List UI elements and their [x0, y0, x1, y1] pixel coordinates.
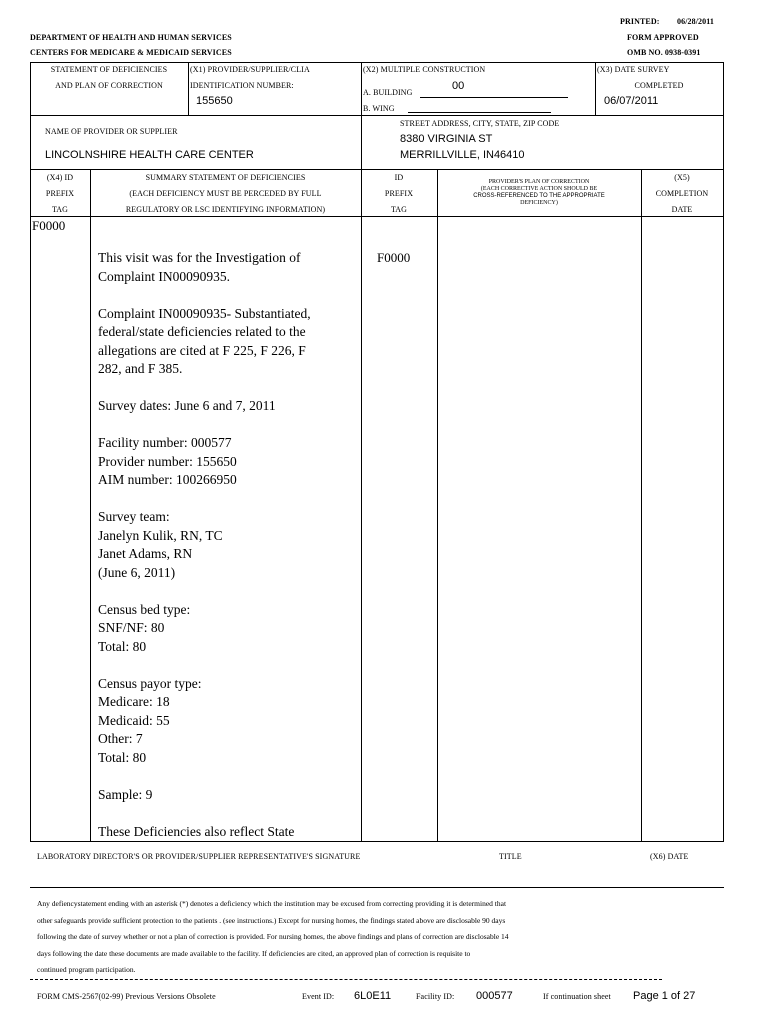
plan-header-2: (EACH CORRECTIVE ACTION SHOULD BE [480, 186, 598, 192]
divider-x2 [361, 62, 362, 169]
divider-col-id [437, 169, 438, 841]
signature-bottom-border [30, 887, 724, 888]
department-name: DEPARTMENT OF HEALTH AND HUMAN SERVICES [30, 33, 232, 42]
deficiency-line: Complaint IN00090935- Substantiated, [98, 305, 311, 321]
x6-date-label: (X6) DATE [650, 852, 689, 861]
deficiency-line [98, 379, 356, 398]
x5-header-2: COMPLETION [655, 189, 709, 198]
id-header-2: PREFIX [384, 189, 414, 198]
summary-header-3: REGULATORY OR LSC IDENTIFYING INFORMATION) [125, 205, 326, 214]
x1-id-label: IDENTIFICATION NUMBER: [190, 81, 294, 90]
deficiency-line: Total: 80 [98, 749, 147, 765]
x3-label: (X3) DATE SURVEY [597, 65, 670, 74]
survey-date-value: 06/07/2011 [604, 95, 659, 107]
x5-header-1: (X5) [674, 173, 690, 182]
deficiency-line [98, 582, 356, 601]
x4-header-1: (X4) ID [46, 173, 74, 182]
address-label: STREET ADDRESS, CITY, STATE, ZIP CODE [400, 119, 560, 128]
summary-header-2: (EACH DEFICIENCY MUST BE PERCEDED BY FULL [129, 189, 322, 198]
provider-id-value: 155650 [196, 95, 233, 107]
left-tag: F0000 [32, 218, 66, 233]
building-value: 00 [452, 80, 465, 92]
deficiency-line: federal/state deficiencies related to the [98, 324, 306, 339]
deficiency-line: These Deficiencies also reflect State [98, 823, 295, 839]
plan-header-4: DEFICIENCY) [520, 200, 558, 206]
deficiency-line: Janet Adams, RN [98, 546, 193, 561]
event-id-value: 6L0E11 [354, 990, 392, 1002]
agency-name: CENTERS FOR MEDICARE & MEDICAID SERVICES [30, 48, 232, 57]
deficiency-line: Medicaid: 55 [98, 712, 170, 728]
facility-id-value: 000577 [476, 990, 513, 1002]
deficiency-line [98, 286, 356, 305]
x2-label: (X2) MULTIPLE CONSTRUCTION [363, 65, 486, 74]
building-underline [420, 97, 568, 98]
provider-name-value: LINCOLNSHIRE HEALTH CARE CENTER [45, 149, 254, 161]
page-number: Page 1 of 27 [633, 990, 696, 1002]
form-approved: FORM APPROVED [627, 33, 699, 42]
statement-label-1: STATEMENT OF DEFICIENCIES [50, 65, 168, 74]
deficiency-line: Medicare: 18 [98, 694, 170, 709]
disclaimer-line: following the date of survey whether or not a plan of correction is provided. For nursing homes, the above findings and plans of correction are disclosable 14 [37, 932, 509, 941]
x3-completed-label: COMPLETED [634, 81, 684, 90]
deficiency-line: allegations are cited at F 225, F 226, F [98, 342, 306, 358]
summary-header-1: SUMMARY STATEMENT OF DEFICIENCIES [145, 173, 306, 182]
deficiency-line [98, 490, 356, 509]
id-header-1: ID [394, 173, 404, 182]
id-header-3: TAG [390, 205, 408, 214]
deficiency-line: 282, and F 385. [98, 361, 183, 376]
building-label: A. BUILDING [363, 88, 413, 97]
deficiency-line: Survey dates: June 6 and 7, 2011 [98, 398, 276, 413]
form-id: FORM CMS-2567(02-99) Previous Versions Obsolete [37, 992, 216, 1001]
deficiency-line: Census bed type: [98, 601, 191, 617]
plan-header [437, 179, 641, 207]
deficiency-line [98, 416, 356, 435]
title-label: TITLE [499, 852, 522, 861]
deficiency-line: (June 6, 2011) [98, 564, 176, 580]
event-id-label: Event ID: [302, 992, 335, 1001]
provider-name-label: NAME OF PROVIDER OR SUPPLIER [45, 127, 178, 136]
statement-label-2: AND PLAN OF CORRECTION [55, 81, 163, 90]
deficiency-line: Provider number: 155650 [98, 453, 237, 469]
divider-x1 [188, 62, 189, 115]
divider-col-x4 [90, 169, 91, 841]
deficiency-line [98, 804, 356, 823]
deficiency-line [98, 656, 356, 675]
plan-header-1: PROVIDER'S PLAN OF CORRECTION [488, 179, 590, 185]
facility-id-label: Facility ID: [416, 992, 455, 1001]
form-bottom-border [30, 841, 724, 842]
right-tag: F0000 [377, 250, 411, 265]
omb-number: OMB NO. 0938-0391 [627, 48, 701, 57]
deficiency-line: This visit was for the Investigation of [98, 250, 301, 265]
footer-separator [30, 979, 662, 980]
deficiency-line: Sample: 9 [98, 786, 153, 802]
divider-col-summary [361, 169, 362, 841]
deficiency-line [98, 767, 356, 786]
deficiency-line: AIM number: 100266950 [98, 472, 237, 487]
deficiency-line: Facility number: 000577 [98, 435, 232, 450]
form-right-border [723, 62, 724, 842]
plan-header-3: CROSS-REFERENCED TO THE APPROPRIATE [473, 193, 605, 199]
x5-header-3: DATE [671, 205, 693, 214]
row-divider-3 [30, 216, 724, 217]
deficiency-line: Total: 80 [98, 638, 147, 654]
deficiency-line: Survey team: [98, 509, 170, 524]
row-divider-1 [30, 115, 724, 116]
wing-underline [408, 112, 551, 113]
printed-date: 06/28/2011 [677, 17, 715, 26]
printed-label: PRINTED: [620, 17, 660, 26]
form-top-border [30, 62, 724, 63]
x1-label: (X1) PROVIDER/SUPPLIER/CLIA [190, 65, 310, 74]
x4-header-2: PREFIX [45, 189, 75, 198]
divider-col-plan [641, 169, 642, 841]
disclaimer-line: Any defiencystatement ending with an asterisk (*) denotes a deficiency which the institution may be excused from correcting providing it is determined that [37, 899, 507, 908]
disclaimer-line: other safeguards provide sufficient protection to the patients . (see instructions.) Except for nursing homes, the findings stated above are disclosable 90 days [37, 915, 506, 925]
signature-label: LABORATORY DIRECTOR'S OR PROVIDER/SUPPLIER REPRESENTATIVE'S SIGNATURE [37, 852, 361, 861]
deficiency-text [98, 249, 356, 841]
disclaimer [37, 896, 717, 979]
wing-label: B. WING [363, 104, 395, 113]
deficiency-line: SNF/NF: 80 [98, 620, 165, 635]
address-line-2: MERRILLVILLE, IN46410 [400, 149, 525, 161]
address-line-1: 8380 VIRGINIA ST [400, 133, 493, 145]
disclaimer-line: continued program participation. [37, 965, 136, 974]
deficiency-line: Complaint IN00090935. [98, 268, 230, 284]
x4-header-3: TAG [51, 205, 69, 214]
row-divider-2 [30, 169, 724, 170]
deficiency-line: Other: 7 [98, 731, 143, 746]
disclaimer-line: days following the date these documents are made available to the facility. If deficiencies are cited, an approved plan of correction is requisite to [37, 948, 471, 958]
continuation-label: If continuation sheet [543, 992, 611, 1001]
deficiency-line: Janelyn Kulik, RN, TC [98, 527, 223, 543]
deficiency-line: Census payor type: [98, 675, 202, 691]
